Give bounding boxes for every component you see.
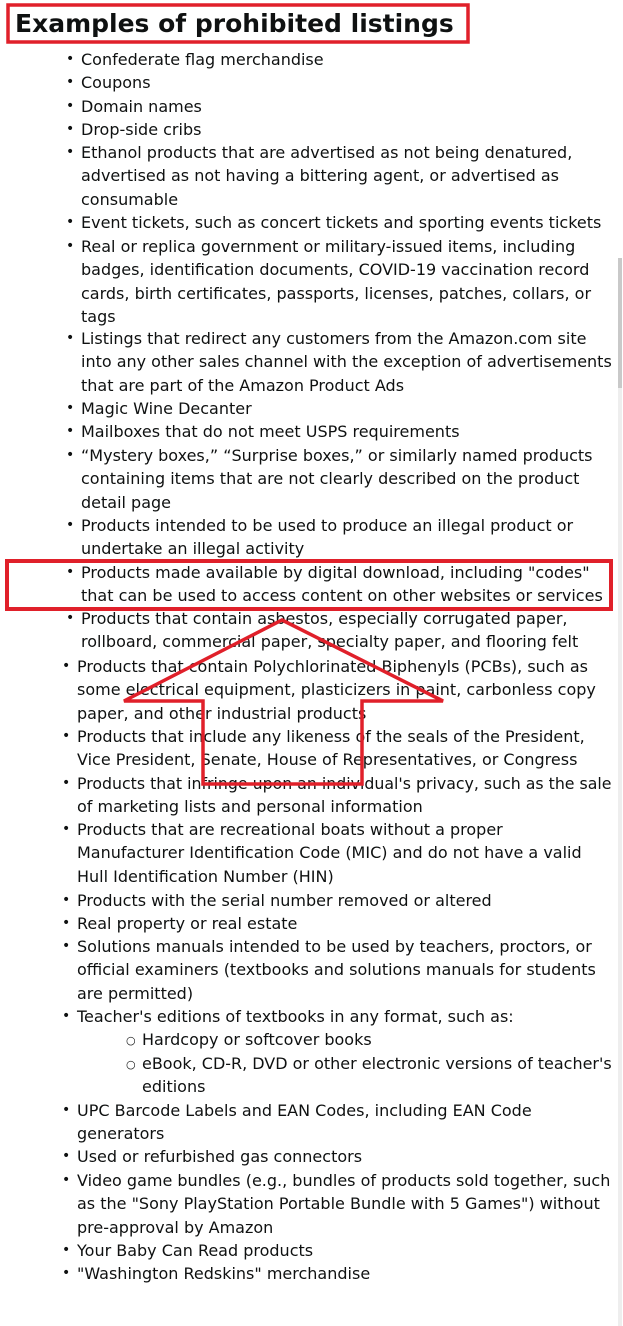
list-item-text: that can be used to access content on other websites or services xyxy=(81,586,603,606)
list-item-text: advertised as not having a bittering agent, or advertised as xyxy=(81,166,560,186)
circle-bullet-icon: ○ xyxy=(126,1058,136,1071)
list-item-text: Video game bundles (e.g., bundles of products sold together, such xyxy=(77,1171,611,1190)
list-item-text: as the "Sony PlayStation Portable Bundle with 5 Games") without xyxy=(77,1194,600,1214)
list-item-text: that are part of the Amazon Product Ads xyxy=(81,375,405,395)
list-item-text: Vice President, Senate, House of Representatives, or Congress xyxy=(77,750,578,770)
bullet-icon: • xyxy=(62,892,71,908)
list-item-text: of marketing lists and personal information xyxy=(77,797,423,817)
list-item-text: Coupons xyxy=(81,73,151,92)
list-item-text: rollboard, commercial paper, specialty paper, and flooring felt xyxy=(81,632,579,652)
bullet-icon: • xyxy=(62,728,71,744)
list-item-text: Domain names xyxy=(81,97,202,116)
list-item-text: Solutions manuals intended to be used by teachers, proctors, or xyxy=(77,937,592,956)
bullet-icon: • xyxy=(62,1172,71,1188)
list-item-text: Real property or real estate xyxy=(77,914,298,933)
sub-list-item-text: eBook, CD-R, DVD or other electronic versions of teacher's xyxy=(142,1054,612,1073)
list-item-text: Products that are recreational boats without a proper xyxy=(77,820,503,839)
circle-bullet-icon: ○ xyxy=(126,1034,136,1047)
sub-list-item-text: Hardcopy or softcover books xyxy=(142,1030,372,1049)
list-item-text: badges, identification documents, COVID-19 vaccination record xyxy=(81,260,590,280)
list-item-text: Products that infringe upon an individual's privacy, such as the sale xyxy=(77,774,612,793)
bullet-icon: • xyxy=(66,423,75,439)
list-item-text: Your Baby Can Read products xyxy=(77,1241,314,1260)
list-item-text: some electrical equipment, plasticizers in paint, carbonless copy xyxy=(77,680,596,700)
bullet-icon: • xyxy=(62,938,71,954)
page-heading: Examples of prohibited listings xyxy=(15,9,454,38)
list-item-text: Products that include any likeness of the seals of the President, xyxy=(77,727,585,746)
sub-list-item-text: editions xyxy=(142,1077,206,1097)
bullet-icon: • xyxy=(66,610,75,626)
bullet-icon: • xyxy=(62,915,71,931)
list-item-text: Drop-side cribs xyxy=(81,120,202,139)
list-item-text: UPC Barcode Labels and EAN Codes, including EAN Code xyxy=(77,1101,532,1120)
bullet-icon: • xyxy=(66,98,75,114)
bullet-icon: • xyxy=(62,821,71,837)
list-item-text: Used or refurbished gas connectors xyxy=(77,1147,363,1166)
list-item-text: “Mystery boxes,” “Surprise boxes,” or similarly named products xyxy=(81,446,593,465)
list-item-text: Mailboxes that do not meet USPS requirements xyxy=(81,422,460,441)
list-item-text: pre-approval by Amazon xyxy=(77,1217,274,1237)
list-item-text: Hull Identification Number (HIN) xyxy=(77,866,334,886)
list-item-text: consumable xyxy=(81,189,179,209)
scrollbar-thumb[interactable] xyxy=(618,258,622,388)
list-item-text: Products that contain Polychlorinated Biphenyls (PCBs), such as xyxy=(77,657,588,676)
bullet-icon: • xyxy=(62,1148,71,1164)
list-item-text: are permitted) xyxy=(77,983,194,1003)
bullet-icon: • xyxy=(66,447,75,463)
bullet-icon: • xyxy=(66,144,75,160)
bullet-icon: • xyxy=(66,517,75,533)
list-item-text: Real or replica government or military-issued items, including xyxy=(81,237,576,256)
list-item-text: Products intended to be used to produce an illegal product or xyxy=(81,516,574,535)
bullet-icon: • xyxy=(66,214,75,230)
list-item-text: generators xyxy=(77,1124,165,1144)
bullet-icon: • xyxy=(62,1265,71,1281)
list-item-text: Products made available by digital download, including "codes" xyxy=(81,563,590,582)
list-item-text: Listings that redirect any customers from the Amazon.com site xyxy=(81,329,587,348)
list-item-text: detail page xyxy=(81,492,172,512)
bullet-icon: • xyxy=(66,74,75,90)
list-item-text: Teacher's editions of textbooks in any format, such as: xyxy=(77,1007,514,1026)
list-item-text: Event tickets, such as concert tickets and sporting events tickets xyxy=(81,213,602,232)
list-item-text: Products that contain asbestos, especially corrugated paper, xyxy=(81,609,568,628)
list-item-text: cards, birth certificates, passports, licenses, patches, collars, or xyxy=(81,283,592,303)
bullet-icon: • xyxy=(62,1008,71,1024)
bullet-icon: • xyxy=(66,238,75,254)
list-item-text: tags xyxy=(81,306,116,326)
bullet-icon: • xyxy=(66,51,75,67)
bullet-icon: • xyxy=(66,121,75,137)
list-item-text: containing items that are not clearly described on the product xyxy=(81,469,580,489)
bullet-icon: • xyxy=(66,330,75,346)
list-item-text: Manufacturer Identification Code (MIC) and do not have a valid xyxy=(77,843,582,863)
list-item-text: paper, and other industrial products xyxy=(77,703,367,723)
bullet-icon: • xyxy=(62,1102,71,1118)
bullet-icon: • xyxy=(66,400,75,416)
bullet-icon: • xyxy=(62,658,71,674)
list-item-text: Ethanol products that are advertised as not being denatured, xyxy=(81,143,573,162)
list-item-text: Magic Wine Decanter xyxy=(81,399,252,418)
list-item-text: "Washington Redskins" merchandise xyxy=(77,1264,371,1283)
list-item-text: undertake an illegal activity xyxy=(81,539,305,559)
list-item-text: Products with the serial number removed or altered xyxy=(77,891,492,910)
bullet-icon: • xyxy=(62,1242,71,1258)
bullet-icon: • xyxy=(66,564,75,580)
scrollbar-track[interactable] xyxy=(618,258,622,1326)
list-item-text: Confederate flag merchandise xyxy=(81,50,324,69)
bullet-icon: • xyxy=(62,775,71,791)
list-item-text: official examiners (textbooks and solutions manuals for students xyxy=(77,960,596,980)
list-item-text: into any other sales channel with the exception of advertisements xyxy=(81,352,612,372)
